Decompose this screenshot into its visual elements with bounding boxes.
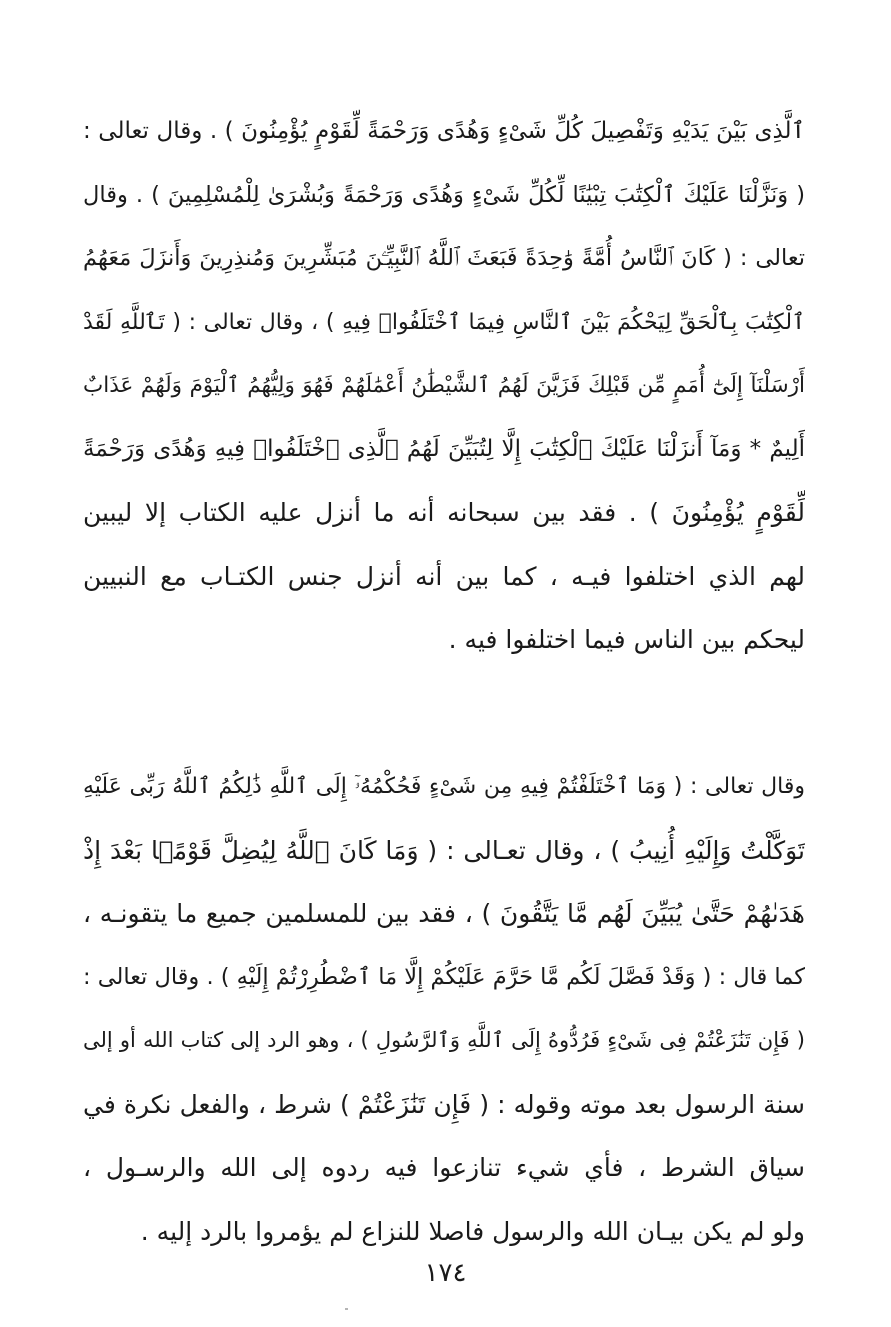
paragraph-2 [83, 755, 805, 1263]
text-line: سياق الشرط ، فأي شيء تنازعوا فيه ردوه إلى الله والرسـول ، [83, 1153, 805, 1182]
text-line: ٱلَّذِى بَيْنَ يَدَيْهِ وَتَفْصِيلَ كُلِّ شَىْءٍ وَهُدًى وَرَحْمَةً لِّقَوْمٍ يُؤْمِنُونَ ) . وقال تعالى : [83, 118, 805, 144]
text-line: لِّقَوْمٍ يُؤْمِنُونَ ) . فقد بين سبحانه أنه ما أنزل عليه الكتاب إلا ليبين [83, 498, 805, 527]
page-number: ١٧٤ [424, 1258, 467, 1288]
scan-speck [345, 1308, 348, 1310]
paragraph-1 [83, 100, 805, 672]
text-line: وقال تعالى : ( وَمَا ٱخْتَلَفْتُمْ فِيهِ مِن شَىْءٍ فَحُكْمُهُۥٓ إِلَى ٱللَّهِ ذَٰلِكُمُ ٱللَّهُ رَبِّى عَلَيْهِ [83, 774, 805, 799]
text-line: ليحكم بين الناس فيما اختلفوا فيه . [448, 625, 805, 654]
text-line: ( فَإِن تَنَٰزَعْتُمْ فِى شَىْءٍ فَرُدُّوهُ إِلَى ٱللَّهِ وَٱلرَّسُولِ ) ، وهو الرد إلى كتاب الله أو إلى [83, 1028, 805, 1052]
text-line: لهم الذي اختلفوا فيـه ، كما بين أنه أنزل جنس الكتـاب مع النبيين [83, 561, 805, 591]
text-line: سنة الرسول بعد موته وقوله : ( فَإِن تَنَٰزَعْتُمْ ) شرط ، والفعل نكرة في [83, 1089, 805, 1119]
text-line: كما قال : ( وَقَدْ فَصَّلَ لَكُم مَّا حَرَّمَ عَلَيْكُمْ إِلَّا مَا ٱضْطُرِرْتُمْ إِلَيْهِ ) . وقال تعالى : [83, 963, 805, 990]
text-line: تَوَكَّلْتُ وَإِلَيْهِ أُنِيبُ ) ، وقال تعـالى : ( وَمَا كَانَ ٱللَّهُ لِيُضِلَّ قَوْمًۢا بَعْدَ إِذْ [83, 835, 805, 865]
text-line: أَرْسَلْنَآ إِلَىٰٓ أُمَمٍ مِّن قَبْلِكَ فَزَيَّنَ لَهُمُ ٱلشَّيْطَٰنُ أَعْمَٰلَهُمْ فَهُوَ وَلِيُّهُمُ ٱلْيَوْمَ وَلَهُمْ عَذَابٌ [83, 373, 805, 398]
text-line: أَلِيمٌ * وَمَآ أَنزَلْنَا عَلَيْكَ ٱلْكِتَٰبَ إِلَّا لِتُبَيِّنَ لَهُمُ ٱلَّذِى ٱخْتَلَفُوا۟ فِيهِ وَهُدًى وَرَحْمَةً [83, 435, 805, 462]
text-line: ( وَنَزَّلْنَا عَلَيْكَ ٱلْكِتَٰبَ تِبْيَٰنًا لِّكُلِّ شَىْءٍ وَهُدًى وَرَحْمَةً وَبُشْرَىٰ لِلْمُسْلِمِينَ ) . وقال [83, 181, 805, 208]
text-line: ٱلْكِتَٰبَ بِٱلْحَقِّ لِيَحْكُمَ بَيْنَ ٱلنَّاسِ فِيمَا ٱخْتَلَفُوا۟ فِيهِ ) ، وقال تعالى : ( تَٱللَّهِ لَقَدْ [83, 309, 805, 335]
text-line: ولو لم يكن بيـان الله والرسول فاصلا للنزاع لم يؤمروا بالرد إليه . [140, 1216, 805, 1246]
text-line: هَدَىٰهُمْ حَتَّىٰ يُبَيِّنَ لَهُم مَّا يَتَّقُونَ ) ، فقد بين للمسلمين جميع ما يتقونـه ، [83, 899, 805, 928]
text-line: تعالى : ( كَانَ ٱلنَّاسُ أُمَّةً وَٰحِدَةً فَبَعَثَ ٱللَّهُ ٱلنَّبِيِّـۧنَ مُبَشِّرِينَ وَمُنذِرِينَ وَأَنزَلَ مَعَهُمُ [83, 245, 805, 271]
